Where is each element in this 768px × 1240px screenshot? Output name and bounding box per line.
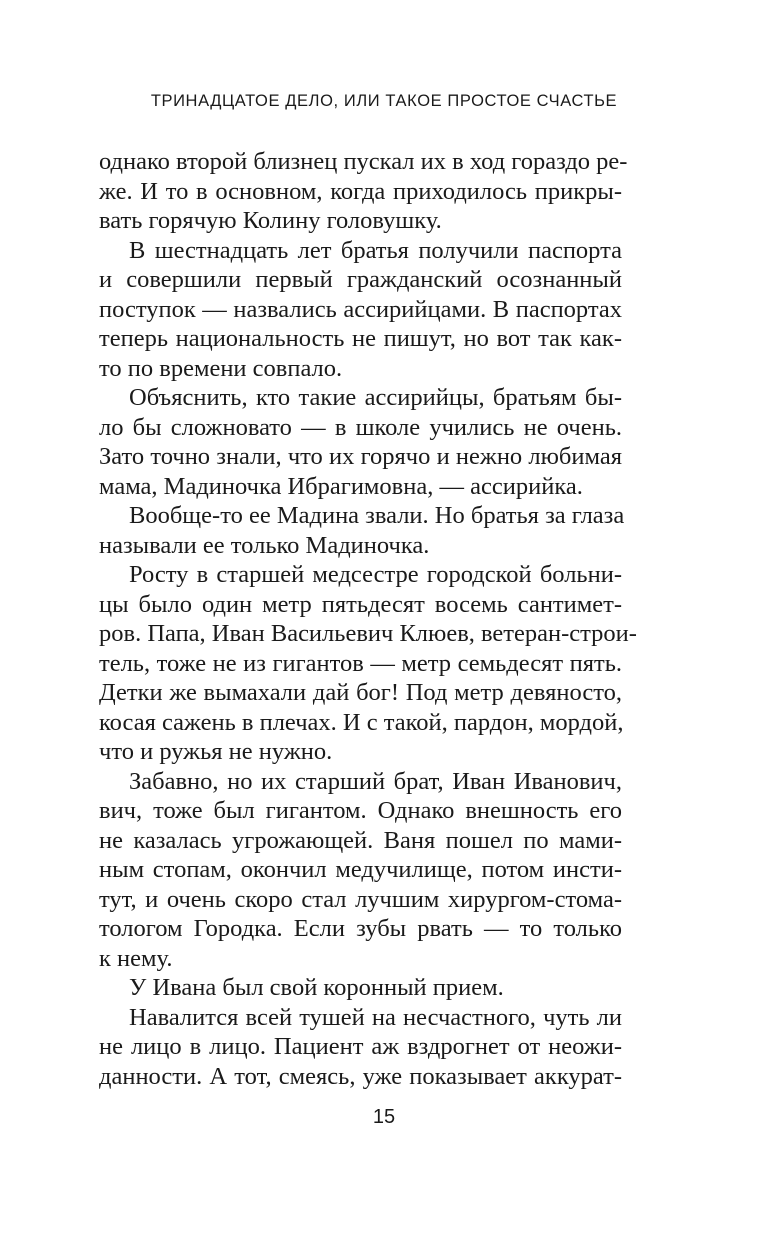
text-line: и совершили первый гражданский осознанный: [99, 266, 622, 293]
text-line: вать горячую Колину головушку.: [99, 207, 442, 234]
text-line: поступок — назвались ассирийцами. В паспортах: [99, 295, 622, 323]
text-line: Детки же вымахали дай бог! Под метр девяносто,: [99, 679, 622, 706]
text-line: Объяснить, кто такие ассирийцы, братьям бы-: [129, 384, 622, 411]
text-line: тологом Городка. Если зубы рвать — то только: [99, 915, 622, 942]
text-line: то по времени совпало.: [99, 354, 343, 382]
text-line: Зато точно знали, что их горячо и нежно любимая: [99, 443, 622, 470]
text-line: косая сажень в плечах. И с такой, пардон, мордой,: [99, 708, 624, 736]
body-text: [99, 147, 637, 1091]
text-line: же. И то в основном, когда приходилось прикры-: [99, 177, 622, 205]
page-number: 15: [372, 1106, 396, 1128]
text-line: В шестнадцать лет братья получили паспорта: [129, 236, 622, 264]
text-line: однако второй близнец пускал их в ход гораздо ре-: [99, 148, 628, 175]
text-line: мама, Мадиночка Ибрагимовна, — ассирийка.: [99, 472, 583, 500]
text-line: тель, тоже не из гигантов — метр семьдесят пять.: [99, 649, 622, 677]
text-line: не казалась угрожающей. Ваня пошел по мами-: [99, 826, 622, 854]
text-line: ным стопам, окончил медучилище, потом инсти-: [99, 856, 622, 883]
text-line: Росту в старшей медсестре городской больни-: [129, 561, 622, 588]
text-line: Навалится всей тушей на несчастного, чуть ли: [129, 1003, 622, 1031]
text-line: тут, и очень скоро стал лучшим хирургом-стома-: [99, 885, 622, 913]
text-line: что и ружья не нужно.: [99, 738, 333, 765]
text-line: называли ее только Мадиночка.: [99, 531, 430, 559]
text-line: ло бы сложновато — в школе учились не очень.: [99, 413, 622, 441]
text-line: к нему.: [99, 944, 173, 972]
text-line: вич, тоже был гигантом. Однако внешность его: [99, 797, 622, 824]
text-line: У Ивана был свой коронный прием.: [129, 974, 504, 1001]
text-line: теперь национальность не пишут, но вот так как-: [99, 325, 622, 352]
text-line: Забавно, но их старший брат, Иван Иванович,: [129, 767, 622, 795]
text-line: Вообще-то ее Мадина звали. Но братья за глаза: [129, 502, 625, 529]
text-line: данности. А тот, смеясь, уже показывает аккурат-: [99, 1062, 622, 1090]
running-header: ТРИНАДЦАТОЕ ДЕЛО, ИЛИ ТАКОЕ ПРОСТОЕ СЧАСТЬЕ: [150, 92, 618, 110]
text-line: ров. Папа, Иван Васильевич Клюев, ветеран-строи-: [99, 620, 637, 647]
text-line: цы было один метр пятьдесят восемь сантимет-: [99, 590, 622, 618]
text-line: не лицо в лицо. Пациент аж вздрогнет от неожи-: [99, 1033, 622, 1060]
